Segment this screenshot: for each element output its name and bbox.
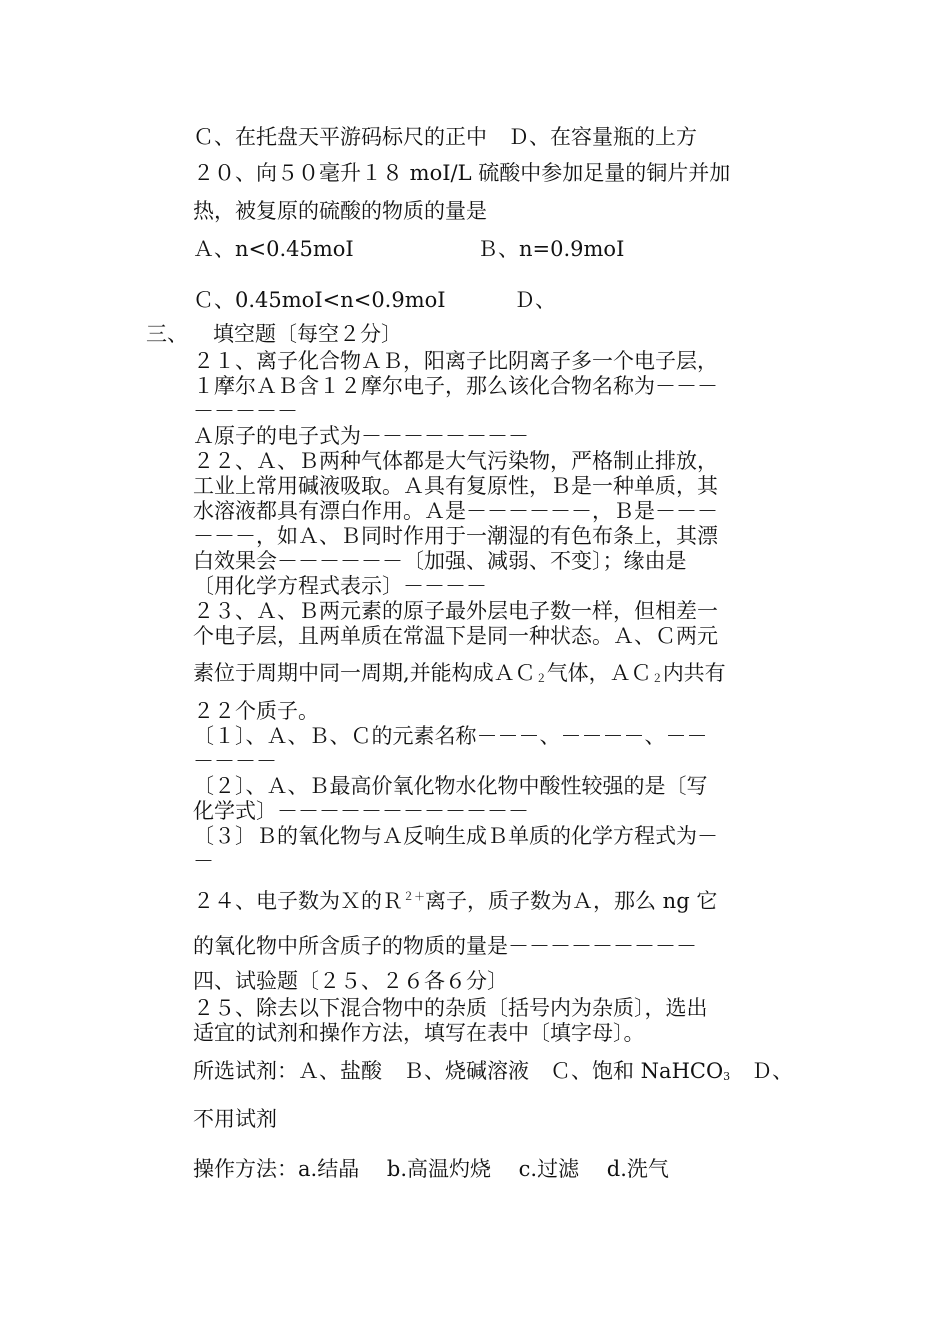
- q22-line-4: －－－，如Ａ、Ｂ同时作用于一潮湿的有色布条上，其漂: [193, 524, 718, 548]
- q25-reagents-part-a: 所选试剂：Ａ、盐酸 Ｂ、烧碱溶液 Ｃ、饱和 NaHCO: [193, 1059, 724, 1083]
- q20-stem-line-1: ２０、向５０毫升１８ moI/L 硫酸中参加足量的铜片并加: [193, 161, 731, 185]
- q23-line-3: [193, 660, 726, 692]
- q25-reagents-part-b: Ｄ、: [730, 1059, 794, 1083]
- q23-part-2-line-1: 〔２〕、Ａ、Ｂ最高价氧化物水化物中酸性较强的是〔写: [193, 774, 708, 798]
- q25-reagents-subscript: 3: [723, 1070, 731, 1083]
- q22-line-1: ２２、Ａ、Ｂ两种气体都是大气污染物，严格制止排放，: [193, 449, 718, 473]
- q20-stem-line-2: 热，被复原的硫酸的物质的量是: [193, 199, 487, 223]
- q24-line-2: 的氧化物中所含质子的物质的量是－－－－－－－－－: [193, 934, 697, 958]
- q21-line-1: ２１、离子化合物ＡＢ，阳离子比阴离子多一个电子层，: [193, 349, 718, 373]
- q25-line-2: 适宜的试剂和操作方法，填写在表中〔填字母〕。: [193, 1021, 645, 1045]
- q23-part-1-line-2: －－－－: [193, 749, 277, 773]
- q23-part-1-line-1: 〔１〕、Ａ、Ｂ、Ｃ的元素名称－－－、－－－－、－－: [193, 724, 708, 748]
- q20-option-d: Ｄ、: [514, 288, 556, 312]
- q21-line-2: １摩尔ＡＢ含１２摩尔电子，那么该化合物名称为－－－: [193, 374, 718, 398]
- q24-line-1-part-b: 离子，质子数为Ａ，那么 ng 它: [425, 889, 718, 913]
- q24-line-1: [193, 884, 717, 914]
- q21-line-3: －－－－－: [193, 399, 298, 423]
- q22-line-3: 水溶液都具有漂白作用。Ａ是－－－－－－，Ｂ是－－－: [193, 499, 718, 523]
- q23-part-3-line-2: －: [193, 849, 214, 873]
- q23-subscript-1: ２: [535, 672, 547, 685]
- q23-line-3-part-a: 素位于周期中同一周期,并能构成ＡＣ: [193, 661, 536, 685]
- q20-option-a: Ａ、n<0.45moI: [193, 237, 354, 261]
- q23-line-3-part-c: 内共有: [662, 661, 726, 685]
- section-4-title: 四、试验题〔２５、２６各６分〕: [193, 969, 508, 993]
- section-3-title: 填空题〔每空２分〕: [213, 322, 402, 346]
- q25-reagents-line: [193, 1058, 793, 1090]
- q22-line-6: 〔用化学方程式表示〕－－－－: [193, 574, 487, 598]
- q23-line-1: ２３、Ａ、Ｂ两元素的原子最外层电子数一样，但相差一: [193, 599, 718, 623]
- q25-reagents-continued: 不用试剂: [193, 1107, 277, 1131]
- q23-part-2-line-2: 化学式〕－－－－－－－－－－－－: [193, 799, 529, 823]
- section-3-number: 三、: [146, 322, 188, 346]
- q25-methods-line: 操作方法：a.结晶 b.高温灼烧 c.过滤 d.洗气: [193, 1157, 669, 1181]
- q23-line-4: ２２个质子。: [193, 699, 319, 723]
- q22-line-5: 白效果会－－－－－－〔加强、减弱、不变〕；缘由是: [193, 549, 687, 573]
- q20-option-c: Ｃ、0.45moI<n<0.9moI: [193, 288, 446, 312]
- q23-line-3-part-b: 气体，ＡＣ: [546, 661, 652, 685]
- q22-line-2: 工业上常用碱液吸取。Ａ具有复原性，Ｂ是一种单质，其: [193, 474, 718, 498]
- q21-line-4: Ａ原子的电子式为－－－－－－－－: [193, 424, 529, 448]
- q25-line-1: ２５、除去以下混合物中的杂质〔括号内为杂质〕，选出: [193, 996, 708, 1020]
- q23-line-2: 个电子层，且两单质在常温下是同一种状态。Ａ、Ｃ两元: [193, 624, 718, 648]
- q23-part-3-line-1: 〔３〕Ｂ的氧化物与Ａ反响生成Ｂ单质的化学方程式为－: [193, 824, 718, 848]
- q24-charge-superscript: ２＋: [403, 890, 425, 903]
- q23-subscript-2: ２: [651, 672, 663, 685]
- q20-option-b: Ｂ、n=0.9moI: [477, 237, 625, 261]
- q24-line-1-part-a: ２４、电子数为Ｘ的Ｒ: [193, 889, 403, 913]
- q19-options-cd: Ｃ、在托盘天平游码标尺的正中 Ｄ、在容量瓶的上方: [193, 125, 697, 149]
